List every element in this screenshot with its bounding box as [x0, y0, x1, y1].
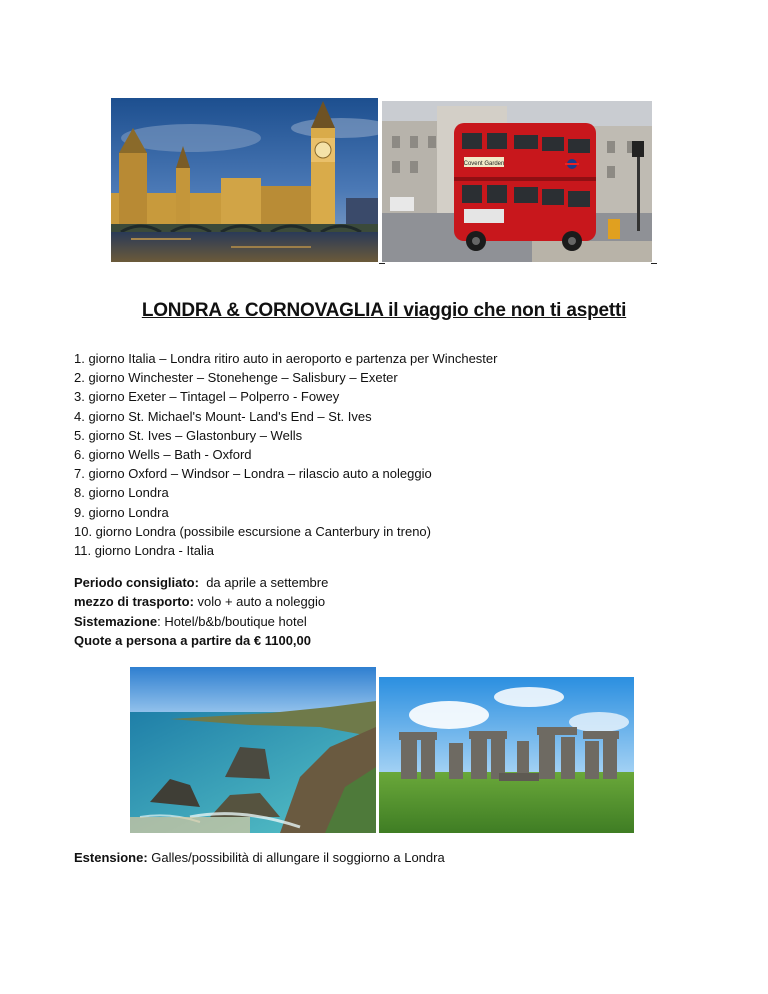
- itinerary-item: 11. giorno Londra - Italia: [74, 543, 214, 559]
- bus-destination-sign: Covent Garden: [463, 161, 505, 167]
- transport-row: [74, 592, 328, 611]
- itinerary-item: 9. giorno Londra: [74, 504, 169, 520]
- photo-big-ben: [111, 98, 378, 262]
- extension-value: Galles/possibilità di allungare il soggiorno a Londra: [147, 850, 445, 865]
- lodging-value: : Hotel/b&b/boutique hotel: [157, 613, 307, 629]
- photo-red-bus: [382, 101, 652, 262]
- transport-value: volo + auto a noleggio: [193, 594, 326, 610]
- photo-stonehenge: [379, 677, 634, 833]
- itinerary-item: 3. giorno Exeter – Tintagel – Polperro - Fowey: [74, 389, 340, 405]
- itinerary-list: [74, 349, 497, 560]
- period-row: [74, 573, 328, 592]
- photo-cornwall-coast: [130, 667, 376, 833]
- lodging-label: Sistemazione: [74, 613, 158, 629]
- extension-note: [74, 850, 445, 865]
- period-label: Periodo consigliato:: [74, 575, 199, 590]
- transport-label: mezzo di trasporto:: [74, 594, 194, 610]
- itinerary-item: 2. giorno Winchester – Stonehenge – Salisbury – Exeter: [74, 370, 398, 386]
- itinerary-item: 4. giorno St. Michael's Mount- Land's End – St. Ives: [74, 408, 372, 424]
- lodging-row: [74, 612, 328, 631]
- period-value: da aprile a settembre: [198, 575, 329, 590]
- page-title: LONDRA & CORNOVAGLIA il viaggio che non ti aspetti: [141, 300, 627, 321]
- price-row: [74, 631, 328, 650]
- itinerary-item: 6. giorno Wells – Bath - Oxford: [74, 447, 252, 463]
- page-mark: [651, 263, 657, 264]
- itinerary-item: 7. giorno Oxford – Windsor – Londra – rilascio auto a noleggio: [74, 466, 432, 482]
- page-mark: [379, 263, 385, 264]
- itinerary-item: 8. giorno Londra: [74, 485, 169, 501]
- itinerary-item: 5. giorno St. Ives – Glastonbury – Wells: [74, 427, 303, 443]
- trip-info: [74, 573, 328, 651]
- itinerary-item: 1. giorno Italia – Londra ritiro auto in aeroporto e partenza per Winchester: [74, 351, 498, 366]
- extension-label: Estensione:: [74, 850, 148, 865]
- itinerary-item: 10. giorno Londra (possibile escursione a Canterbury in treno): [74, 523, 431, 539]
- price-text: Quote a persona a partire da € 1100,00: [74, 633, 312, 649]
